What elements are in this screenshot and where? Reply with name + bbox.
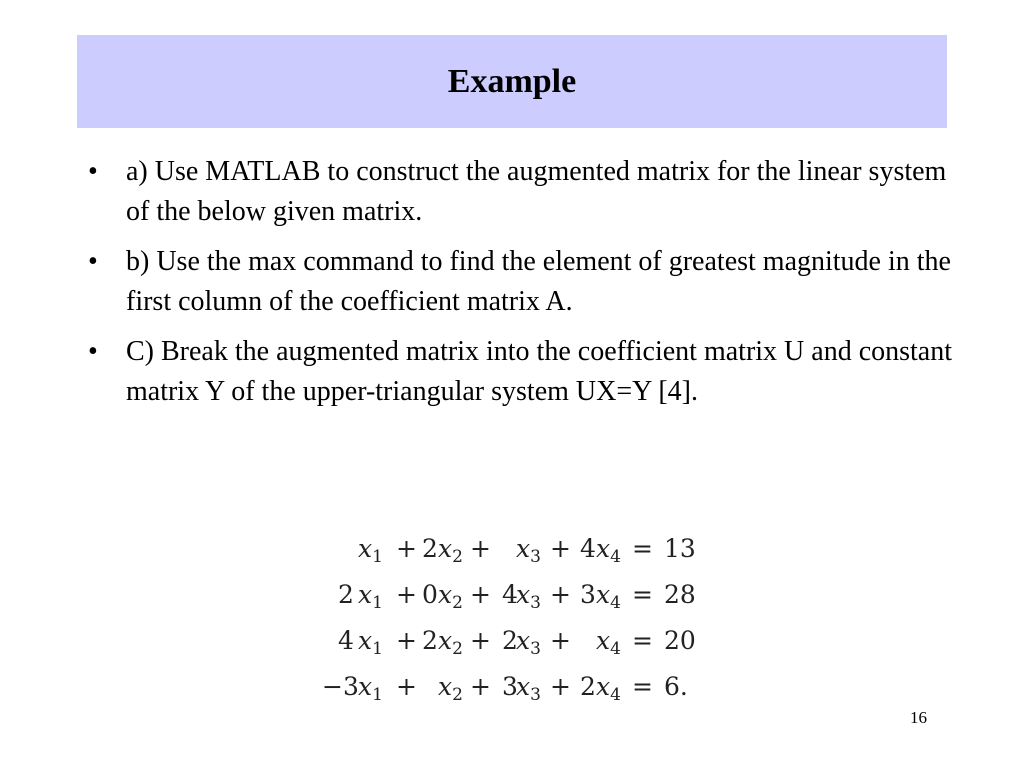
operator: + xyxy=(470,672,491,701)
operator: + xyxy=(470,580,491,609)
coefficient: 2 xyxy=(422,534,438,563)
slide-title: Example xyxy=(447,62,577,100)
variable: $x_1$ xyxy=(358,626,383,659)
variable: $x_2$ xyxy=(438,672,463,705)
operator: + xyxy=(550,534,571,563)
coefficient: 4 xyxy=(502,580,518,609)
operator: + xyxy=(396,534,417,563)
coefficient: −3 xyxy=(322,672,359,701)
equals-sign: = xyxy=(632,580,653,609)
bullet-dot-icon: • xyxy=(88,156,98,187)
bullet-item xyxy=(86,242,956,322)
variable: $x_2$ xyxy=(438,626,463,659)
variable: $x_3$ xyxy=(516,626,541,659)
operator: + xyxy=(396,580,417,609)
variable: $x_4$ xyxy=(596,626,621,659)
bullet-dot-icon: • xyxy=(88,336,98,367)
variable: $x_4$ xyxy=(596,580,621,613)
equation-row xyxy=(318,626,718,670)
variable: $x_1$ xyxy=(358,534,383,567)
variable: $x_4$ xyxy=(596,672,621,705)
equals-sign: = xyxy=(632,534,653,563)
operator: + xyxy=(550,580,571,609)
constant: 6. xyxy=(664,672,688,701)
variable: $x_4$ xyxy=(596,534,621,567)
operator: + xyxy=(396,672,417,701)
equation-row xyxy=(318,534,718,578)
coefficient: 4 xyxy=(338,626,354,655)
equation-row xyxy=(318,672,718,716)
variable: $x_1$ xyxy=(358,580,383,613)
variable: $x_1$ xyxy=(358,672,383,705)
coefficient: 0 xyxy=(422,580,438,609)
bullet-dot-icon: • xyxy=(88,246,98,277)
operator: + xyxy=(550,626,571,655)
variable: $x_3$ xyxy=(516,672,541,705)
equals-sign: = xyxy=(632,626,653,655)
bullet-list xyxy=(86,152,956,422)
coefficient: 2 xyxy=(502,626,518,655)
bullet-text: C) Break the augmented matrix into the coefficient matrix U and constant matrix Y of the upper-triangular system UX=Y [4]. xyxy=(126,336,952,407)
coefficient: 2 xyxy=(338,580,354,609)
title-bar xyxy=(77,35,947,128)
constant: 28 xyxy=(664,580,696,609)
bullet-text: a) Use MATLAB to construct the augmented matrix for the linear system of the below given matrix. xyxy=(126,156,947,227)
variable: $x_3$ xyxy=(516,580,541,613)
constant: 20 xyxy=(664,626,696,655)
bullet-item xyxy=(86,152,956,232)
operator: + xyxy=(470,626,491,655)
coefficient: 3 xyxy=(580,580,596,609)
operator: + xyxy=(470,534,491,563)
variable: $x_2$ xyxy=(438,534,463,567)
coefficient: 3 xyxy=(502,672,518,701)
coefficient: 2 xyxy=(422,626,438,655)
page-number: 16 xyxy=(910,708,927,727)
coefficient: 2 xyxy=(580,672,596,701)
bullet-text: b) Use the max command to find the element of greatest magnitude in the first column of the coefficient matrix A. xyxy=(126,246,951,317)
constant: 13 xyxy=(664,534,696,563)
variable: $x_2$ xyxy=(438,580,463,613)
linear-system xyxy=(318,530,718,710)
equation-row xyxy=(318,580,718,624)
equals-sign: = xyxy=(632,672,653,701)
operator: + xyxy=(550,672,571,701)
variable: $x_3$ xyxy=(516,534,541,567)
bullet-item xyxy=(86,332,956,412)
operator: + xyxy=(396,626,417,655)
coefficient: 4 xyxy=(580,534,596,563)
